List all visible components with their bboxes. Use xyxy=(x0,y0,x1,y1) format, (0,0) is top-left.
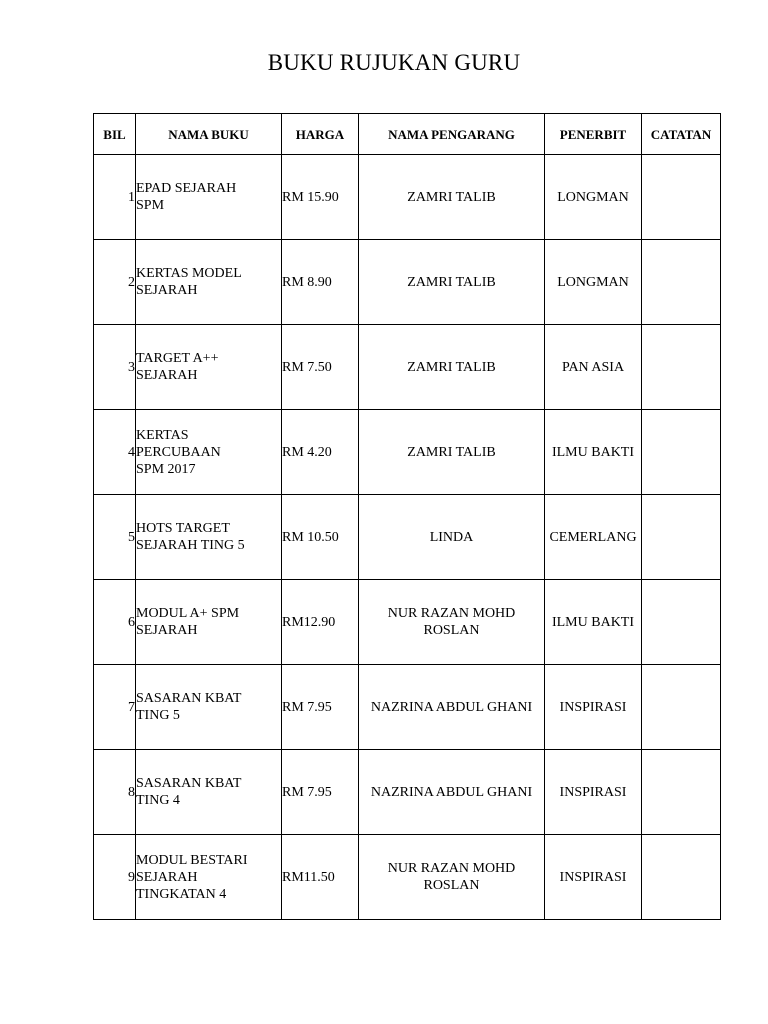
cell-harga: RM11.50 xyxy=(282,835,359,920)
cell-nama-buku: MODUL A+ SPM SEJARAH xyxy=(136,580,282,665)
header-bil: BIL xyxy=(94,114,136,155)
cell-penerbit: PAN ASIA xyxy=(545,325,642,410)
cell-bil: 6 xyxy=(94,580,136,665)
table-row xyxy=(94,155,721,240)
cell-harga: RM 7.95 xyxy=(282,665,359,750)
cell-nama-buku: HOTS TARGET SEJARAH TING 5 xyxy=(136,495,282,580)
cell-nama-buku: EPAD SEJARAH SPM xyxy=(136,155,282,240)
cell-harga: RM 4.20 xyxy=(282,410,359,495)
table-body xyxy=(94,155,721,920)
cell-nama-buku: KERTAS MODEL SEJARAH xyxy=(136,240,282,325)
cell-catatan xyxy=(642,495,721,580)
cell-harga: RM 7.95 xyxy=(282,750,359,835)
cell-penerbit: INSPIRASI xyxy=(545,750,642,835)
cell-pengarang: ZAMRI TALIB xyxy=(359,325,545,410)
cell-bil: 2 xyxy=(94,240,136,325)
cell-catatan xyxy=(642,750,721,835)
cell-pengarang: ZAMRI TALIB xyxy=(359,410,545,495)
table-row xyxy=(94,665,721,750)
table-row xyxy=(94,240,721,325)
table-row xyxy=(94,410,721,495)
page-title: BUKU RUJUKAN GURU xyxy=(267,50,521,75)
cell-pengarang: NAZRINA ABDUL GHANI xyxy=(359,750,545,835)
cell-pengarang: ZAMRI TALIB xyxy=(359,240,545,325)
cell-catatan xyxy=(642,410,721,495)
cell-penerbit: INSPIRASI xyxy=(545,665,642,750)
table-row xyxy=(94,580,721,665)
cell-catatan xyxy=(642,240,721,325)
cell-penerbit: ILMU BAKTI xyxy=(545,410,642,495)
cell-bil: 4 xyxy=(94,410,136,495)
cell-harga: RM 8.90 xyxy=(282,240,359,325)
cell-bil: 3 xyxy=(94,325,136,410)
header-harga: HARGA xyxy=(282,114,359,155)
header-catatan: CATATAN xyxy=(642,114,721,155)
cell-bil: 1 xyxy=(94,155,136,240)
book-reference-table xyxy=(93,113,721,920)
cell-catatan xyxy=(642,155,721,240)
cell-harga: RM 10.50 xyxy=(282,495,359,580)
cell-catatan xyxy=(642,325,721,410)
table-row xyxy=(94,325,721,410)
cell-penerbit: CEMERLANG xyxy=(545,495,642,580)
table-row xyxy=(94,495,721,580)
header-penerbit: PENERBIT xyxy=(545,114,642,155)
cell-nama-buku: MODUL BESTARI SEJARAH TINGKATAN 4 xyxy=(136,835,282,920)
cell-pengarang: ZAMRI TALIB xyxy=(359,155,545,240)
cell-nama-buku: KERTAS PERCUBAAN SPM 2017 xyxy=(136,410,282,495)
cell-nama-buku: TARGET A++ SEJARAH xyxy=(136,325,282,410)
cell-harga: RM12.90 xyxy=(282,580,359,665)
cell-pengarang: LINDA xyxy=(359,495,545,580)
cell-penerbit: LONGMAN xyxy=(545,155,642,240)
cell-penerbit: ILMU BAKTI xyxy=(545,580,642,665)
cell-pengarang: NUR RAZAN MOHD ROSLAN xyxy=(359,580,545,665)
cell-bil: 8 xyxy=(94,750,136,835)
cell-catatan xyxy=(642,580,721,665)
cell-bil: 7 xyxy=(94,665,136,750)
cell-harga: RM 7.50 xyxy=(282,325,359,410)
cell-nama-buku: SASARAN KBAT TING 5 xyxy=(136,665,282,750)
cell-pengarang: NUR RAZAN MOHD ROSLAN xyxy=(359,835,545,920)
cell-penerbit: INSPIRASI xyxy=(545,835,642,920)
cell-catatan xyxy=(642,665,721,750)
cell-nama-buku: SASARAN KBAT TING 4 xyxy=(136,750,282,835)
table-header xyxy=(94,114,721,155)
cell-catatan xyxy=(642,835,721,920)
cell-bil: 5 xyxy=(94,495,136,580)
table-row xyxy=(94,750,721,835)
cell-penerbit: LONGMAN xyxy=(545,240,642,325)
table-row xyxy=(94,835,721,920)
cell-harga: RM 15.90 xyxy=(282,155,359,240)
cell-pengarang: NAZRINA ABDUL GHANI xyxy=(359,665,545,750)
cell-bil: 9 xyxy=(94,835,136,920)
header-nama-pengarang: NAMA PENGARANG xyxy=(359,114,545,155)
header-row xyxy=(94,114,721,155)
header-nama-buku: NAMA BUKU xyxy=(136,114,282,155)
